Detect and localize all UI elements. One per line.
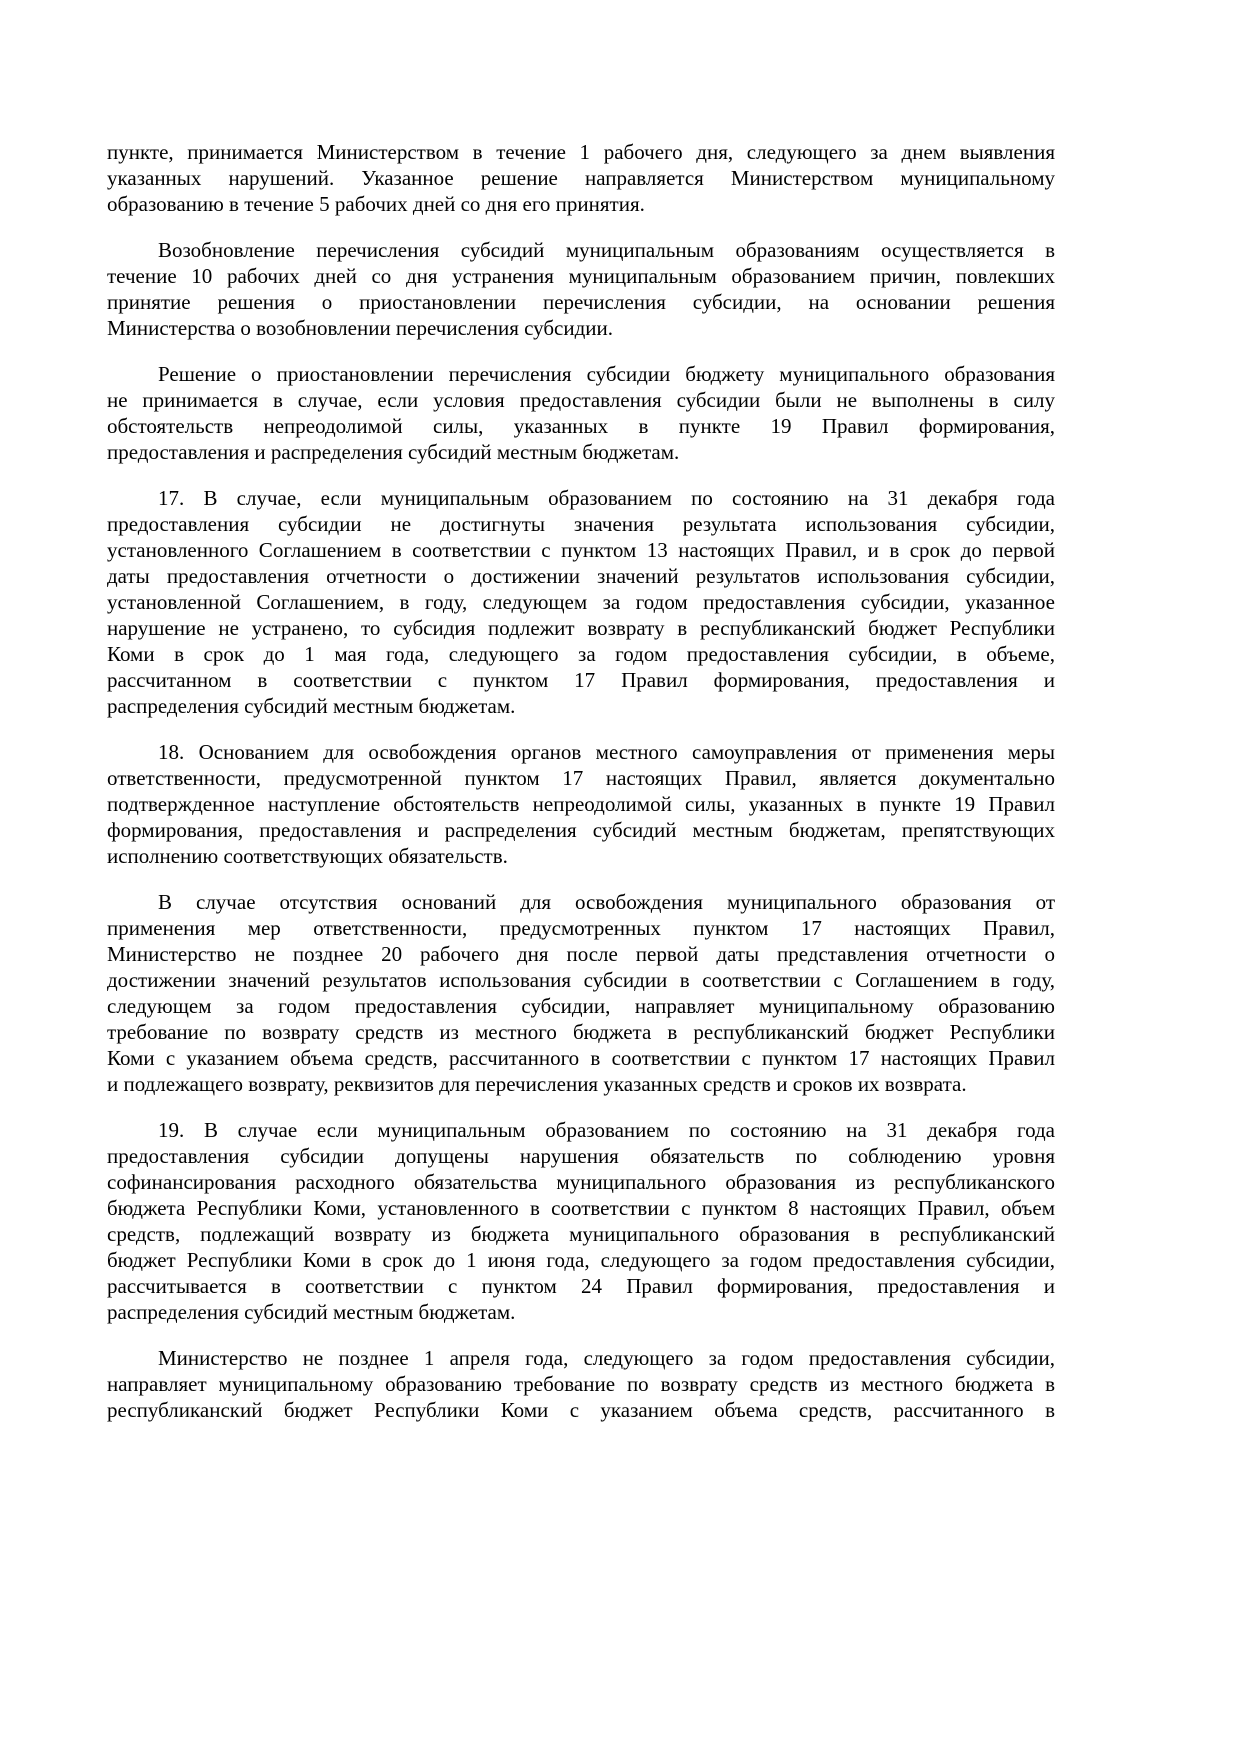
text-line: нарушение не устранено, то субсидия подлежит возврату в республиканский бюджет Республики [107, 616, 1055, 640]
text-line: предоставления субсидии не достигнуты значения результата использования субсидии, [107, 512, 1055, 536]
paragraph [107, 485, 1055, 719]
paragraph [107, 361, 1055, 465]
text-line: установленного Соглашением в соответствии с пунктом 13 настоящих Правил, и в срок до первой [107, 538, 1055, 562]
document-page [107, 139, 1055, 1443]
text-line: принятие решения о приостановлении перечисления субсидии, на основании решения [107, 290, 1055, 314]
text-line: 17. В случае, если муниципальным образованием по состоянию на 31 декабря года [158, 486, 1055, 510]
text-line: Министерства о возобновлении перечисления субсидии. [107, 316, 614, 340]
text-line: В случае отсутствия оснований для освобождения муниципального образования от [158, 890, 1055, 914]
text-line: применения мер ответственности, предусмотренных пунктом 17 настоящих Правил, [107, 916, 1055, 940]
text-line: предоставления и распределения субсидий местным бюджетам. [107, 440, 680, 464]
text-line: Министерство не позднее 20 рабочего дня после первой даты представления отчетности о [107, 942, 1055, 966]
text-line: Решение о приостановлении перечисления субсидии бюджету муниципального образования [158, 362, 1055, 386]
text-line: течение 10 рабочих дней со дня устранения муниципальным образованием причин, повлекших [107, 264, 1055, 288]
text-line: рассчитанном в соответствии с пунктом 17 Правил формирования, предоставления и [107, 668, 1055, 692]
text-line: обстоятельств непреодолимой силы, указанных в пункте 19 Правил формирования, [107, 414, 1055, 438]
text-line: распределения субсидий местным бюджетам. [107, 694, 516, 718]
text-line: Возобновление перечисления субсидий муниципальным образованиям осуществляется в [158, 238, 1055, 262]
text-line: достижении значений результатов использования субсидии в соответствии с Соглашением в году, [107, 968, 1055, 992]
text-line: бюджет Республики Коми в срок до 1 июня года, следующего за годом предоставления субсидии, [107, 1248, 1055, 1272]
text-line: установленной Соглашением, в году, следующем за годом предоставления субсидии, указанное [107, 590, 1055, 614]
text-line: республиканский бюджет Республики Коми с указанием объема средств, рассчитанного в [107, 1398, 1055, 1422]
text-line: 18. Основанием для освобождения органов местного самоуправления от применения меры [158, 740, 1055, 764]
text-line: софинансирования расходного обязательства муниципального образования из республиканского [107, 1170, 1055, 1194]
text-line: предоставления субсидии допущены нарушения обязательств по соблюдению уровня [107, 1144, 1055, 1168]
paragraph [107, 139, 1055, 217]
text-line: 19. В случае если муниципальным образованием по состоянию на 31 декабря года [158, 1118, 1055, 1142]
text-line: следующем за годом предоставления субсидии, направляет муниципальному образованию [107, 994, 1055, 1018]
text-line: подтвержденное наступление обстоятельств непреодолимой силы, указанных в пункте 19 Правил [107, 792, 1055, 816]
text-line: даты предоставления отчетности о достижении значений результатов использования субсидии, [107, 564, 1055, 588]
text-line: Коми в срок до 1 мая года, следующего за годом предоставления субсидии, в объеме, [107, 642, 1055, 666]
paragraph [107, 1117, 1055, 1325]
text-line: рассчитывается в соответствии с пунктом 24 Правил формирования, предоставления и [107, 1274, 1055, 1298]
text-line: указанных нарушений. Указанное решение направляется Министерством муниципальному [107, 166, 1055, 190]
paragraph [107, 237, 1055, 341]
text-line: и подлежащего возврату, реквизитов для перечисления указанных средств и сроков их возврата. [107, 1072, 967, 1096]
text-line: Коми с указанием объема средств, рассчитанного в соответствии с пунктом 17 настоящих Правил [107, 1046, 1055, 1070]
text-line: исполнению соответствующих обязательств. [107, 844, 508, 868]
text-line: Министерство не позднее 1 апреля года, следующего за годом предоставления субсидии, [158, 1346, 1055, 1370]
text-line: распределения субсидий местным бюджетам. [107, 1300, 516, 1324]
text-line: требование по возврату средств из местного бюджета в республиканский бюджет Республики [107, 1020, 1055, 1044]
text-line: ответственности, предусмотренной пунктом 17 настоящих Правил, является документально [107, 766, 1055, 790]
text-line: не принимается в случае, если условия предоставления субсидии были не выполнены в силу [107, 388, 1055, 412]
text-line: пункте, принимается Министерством в течение 1 рабочего дня, следующего за днем выявления [107, 140, 1055, 164]
paragraph [107, 889, 1055, 1097]
text-line: направляет муниципальному образованию требование по возврату средств из местного бюджета в [107, 1372, 1055, 1396]
text-line: образованию в течение 5 рабочих дней со дня его принятия. [107, 192, 645, 216]
paragraph [107, 1345, 1055, 1423]
text-line: формирования, предоставления и распределения субсидий местным бюджетам, препятствующих [107, 818, 1055, 842]
text-line: средств, подлежащий возврату из бюджета муниципального образования в республиканский [107, 1222, 1055, 1246]
text-line: бюджета Республики Коми, установленного в соответствии с пунктом 8 настоящих Правил, объем [107, 1196, 1055, 1220]
paragraph [107, 739, 1055, 869]
